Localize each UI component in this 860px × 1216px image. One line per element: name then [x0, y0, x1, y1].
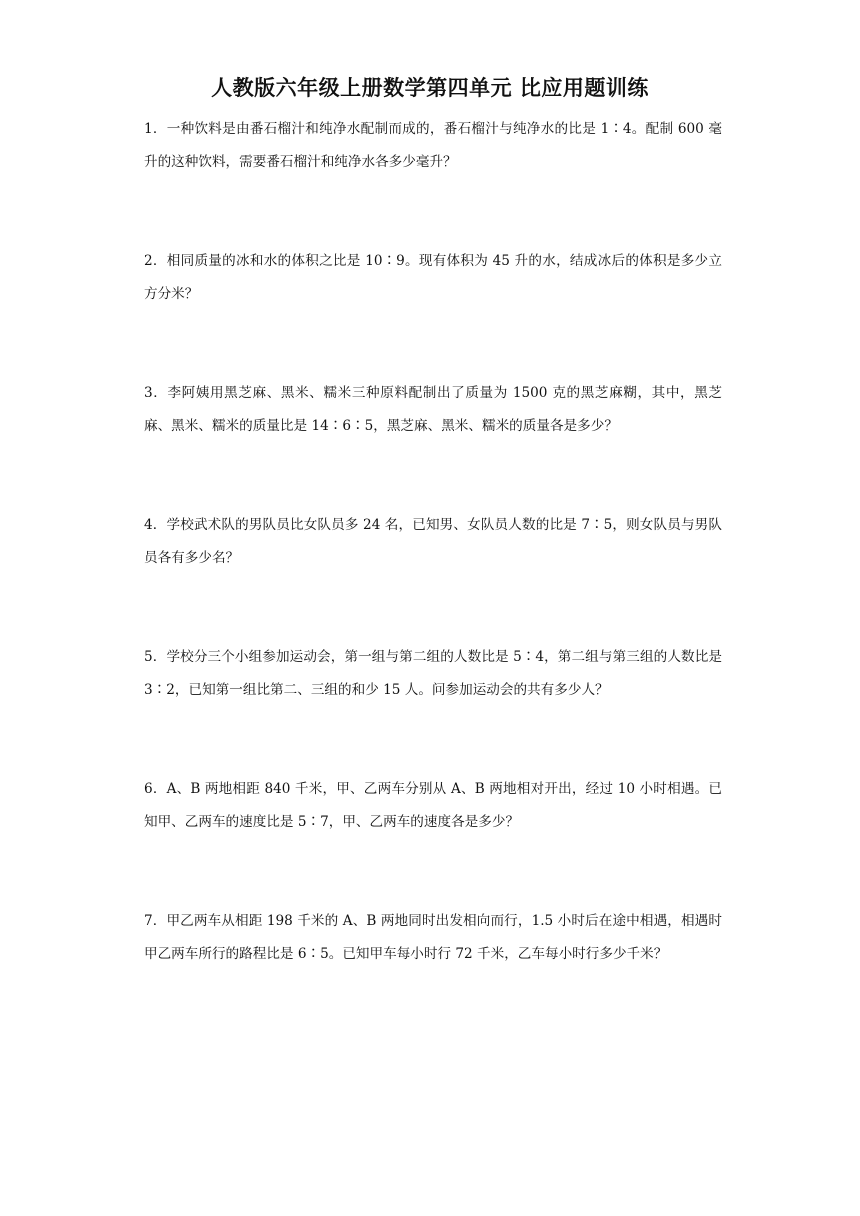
question-text: 李阿姨用黑芝麻、黑米、糯米三种原料配制出了质量为 1500 克的黑芝麻糊，其中，黑芝麻、黑米、糯米的质量比是 14∶6∶5，黑芝麻、黑米、糯米的质量各是多少？: [144, 385, 723, 434]
question-text: 学校分三个小组参加运动会，第一组与第二组的人数比是 5∶4，第二组与第三组的人数比是 3∶2，已知第一组比第二、三组的和少 15 人。问参加运动会的共有多少人？: [144, 649, 722, 698]
question-number: 3．: [144, 385, 168, 401]
question-4: [144, 509, 722, 575]
question-text: A、B 两地相距 840 千米，甲、乙两车分别从 A、B 两地相对开出，经过 10 小时相遇。已知甲、乙两车的速度比是 5∶7，甲、乙两车的速度各是多少？: [144, 781, 722, 830]
question-text: 相同质量的冰和水的体积之比是 10∶9。现有体积为 45 升的水，结成冰后的体积是多少立方分米？: [144, 253, 722, 302]
question-number: 7．: [144, 913, 167, 929]
question-5: [144, 641, 722, 707]
page-title: 人教版六年级上册数学第四单元 比应用题训练: [211, 75, 649, 100]
question-text: 学校武术队的男队员比女队员多 24 名，已知男、女队员人数的比是 7∶5，则女队员与男队员各有多少名？: [144, 517, 722, 566]
question-number: 2．: [144, 253, 167, 269]
question-3: [144, 377, 722, 443]
question-6: [144, 773, 722, 839]
question-1: [144, 113, 722, 179]
question-text: 甲乙两车从相距 198 千米的 A、B 两地同时出发相向而行，1.5 小时后在途中相遇，相遇时甲乙两车所行的路程比是 6∶5。已知甲车每小时行 72 千米，乙车每小时行多少千米？: [144, 913, 722, 962]
question-7: [144, 905, 722, 971]
question-number: 4．: [144, 517, 167, 533]
question-number: 6．: [144, 781, 167, 797]
question-number: 5．: [144, 649, 167, 665]
question-2: [144, 245, 722, 311]
question-text: 一种饮料是由番石榴汁和纯净水配制而成的，番石榴汁与纯净水的比是 1∶4。配制 600 毫升的这种饮料，需要番石榴汁和纯净水各多少毫升？: [144, 121, 722, 170]
question-number: 1．: [144, 121, 167, 137]
